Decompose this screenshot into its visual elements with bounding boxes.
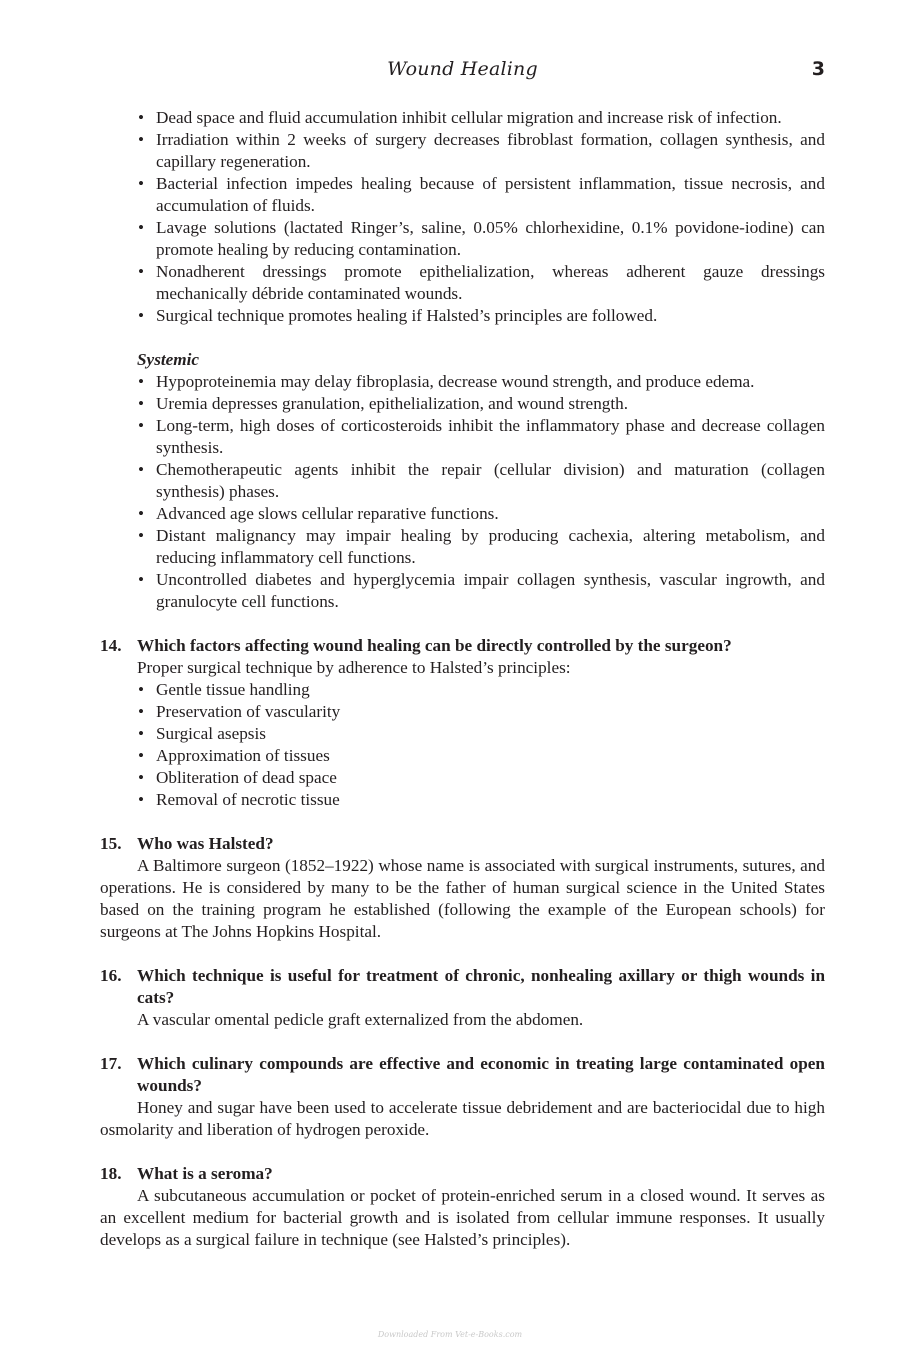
list-item: • Removal of necrotic tissue: [156, 789, 825, 811]
list-item: • Lavage solutions (lactated Ringer’s, saline, 0.05% chlorhexidine, 0.1% povidone-iodine) can promote healing by reducing contamination.: [156, 217, 825, 261]
list-item: • Approximation of tissues: [156, 745, 825, 767]
question-text: What is a seroma?: [137, 1164, 273, 1183]
list-item: • Long-term, high doses of corticosteroids inhibit the inflammatory phase and decrease collagen synthesis.: [156, 415, 825, 459]
question-number: 15.: [100, 834, 122, 853]
question-number: 18.: [100, 1164, 122, 1183]
answer-intro: Proper surgical technique by adherence to Halsted’s principles:: [137, 658, 571, 677]
question-18: [100, 1163, 825, 1185]
running-head: [100, 58, 825, 84]
question-number: 16.: [100, 966, 122, 985]
footer-watermark: Downloaded From Vet-e-Books.com: [377, 1330, 523, 1339]
question-15: [100, 833, 825, 855]
question-number: 14.: [100, 636, 122, 655]
local-factors-list: [100, 107, 825, 327]
question-14: [100, 635, 825, 657]
list-item: • Hypoproteinemia may delay fibroplasia, decrease wound strength, and produce edema.: [156, 371, 825, 393]
question-text: Who was Halsted?: [137, 834, 274, 853]
list-item: • Dead space and fluid accumulation inhibit cellular migration and increase risk of infection.: [156, 107, 825, 129]
page-number: 3: [811, 58, 825, 80]
systemic-factors-list: [100, 371, 825, 613]
list-item: • Distant malignancy may impair healing by producing cachexia, altering metabolism, and reducing inflammatory cell functions.: [156, 525, 825, 569]
list-item: • Irradiation within 2 weeks of surgery decreases fibroblast formation, collagen synthesis, and capillary regeneration.: [156, 129, 825, 173]
list-item: • Chemotherapeutic agents inhibit the repair (cellular division) and maturation (collagen synthesis) phases.: [156, 459, 825, 503]
list-item: • Uremia depresses granulation, epithelialization, and wound strength.: [156, 393, 825, 415]
systemic-heading: Systemic: [137, 350, 200, 369]
answer-paragraph: Honey and sugar have been used to accelerate tissue debridement and are bacteriocidal due to high osmolarity and liberation of hydrogen peroxide.: [100, 1098, 825, 1139]
answer-paragraph: A Baltimore surgeon (1852–1922) whose name is associated with surgical instruments, sutures, and operations. He is considered by many to be the father of human surgical science in the United States based on the training program he established (following the example of the European schools) for surgeons at The Johns Hopkins Hospital.: [100, 856, 825, 941]
chapter-title: Wound Healing: [387, 58, 538, 80]
list-item: • Gentle tissue handling: [156, 679, 825, 701]
list-item: • Surgical technique promotes healing if Halsted’s principles are followed.: [156, 305, 825, 327]
answer-paragraph: A subcutaneous accumulation or pocket of protein-enriched serum in a closed wound. It serves as an excellent medium for bacterial growth and is isolated from cellular immune responses. It usually develops as a surgical failure in technique (see Halsted’s principles).: [100, 1186, 825, 1249]
question-number: 17.: [100, 1054, 122, 1073]
answer-paragraph: A vascular omental pedicle graft externalized from the abdomen.: [137, 1010, 584, 1029]
halsted-principles-list: [100, 679, 825, 811]
list-item: • Obliteration of dead space: [156, 767, 825, 789]
question-16: [100, 965, 825, 1009]
list-item: • Preservation of vascularity: [156, 701, 825, 723]
page-body: [100, 107, 825, 1251]
list-item: • Advanced age slows cellular reparative functions.: [156, 503, 825, 525]
question-text: Which factors affecting wound healing can be directly controlled by the surgeon?: [137, 636, 732, 655]
list-item: • Uncontrolled diabetes and hyperglycemia impair collagen synthesis, vascular ingrowth, and granulocyte cell functions.: [156, 569, 825, 613]
question-text: Which technique is useful for treatment of chronic, nonhealing axillary or thigh wounds in cats?: [137, 966, 825, 1007]
question-17: [100, 1053, 825, 1097]
question-text: Which culinary compounds are effective and economic in treating large contaminated open wounds?: [137, 1054, 825, 1095]
list-item: • Bacterial infection impedes healing because of persistent inflammation, tissue necrosis, and accumulation of fluids.: [156, 173, 825, 217]
list-item: • Surgical asepsis: [156, 723, 825, 745]
list-item: • Nonadherent dressings promote epithelialization, whereas adherent gauze dressings mechanically débride contaminated wounds.: [156, 261, 825, 305]
